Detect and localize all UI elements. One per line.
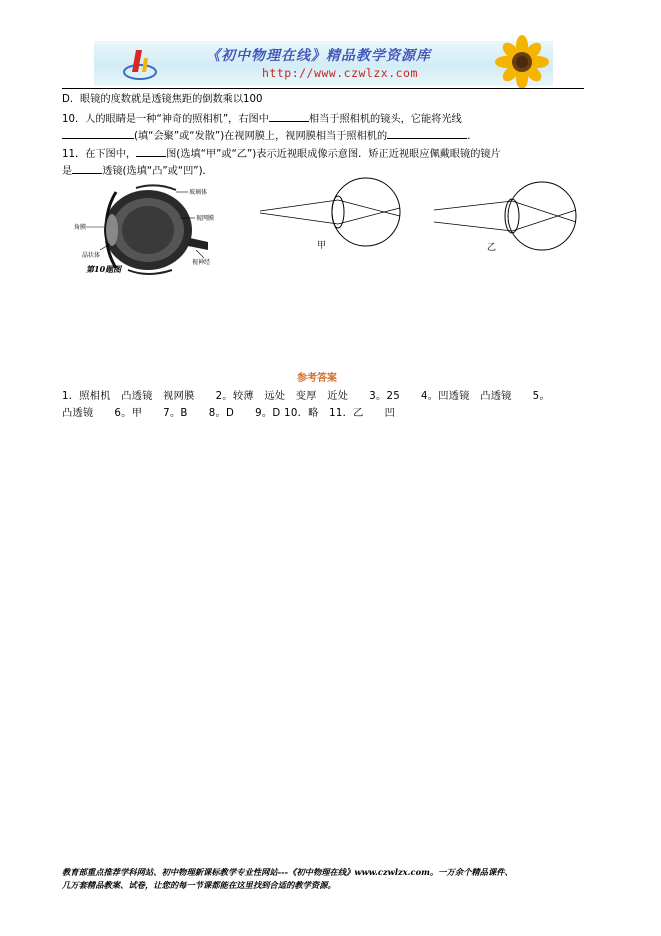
q10-text-3: (填“会聚”或“发散”)在视网膜上，视网膜相当于照相机的 [134, 131, 388, 142]
footer-line-2: 几万套精品教案、试卷，让您的每一节课都能在这里找到合适的教学资源。 [62, 880, 336, 890]
footer-line-1: 教育部重点推荐学科网站、初中物理新课标教学专业性网站---《初中物理在线》www.czwlzx.com。一万余个精品课件、 [62, 867, 513, 877]
label-optic-nerve: 视神经 [192, 259, 211, 266]
label-vitreous: 玻璃体 [189, 189, 208, 196]
header-banner [94, 41, 553, 86]
eye-anatomy-figure [74, 185, 214, 274]
answer-line-2: 凸透镜 6。甲 7。B 8。D 9。D 10．略 11．乙 凹 [62, 408, 396, 419]
question-10-line1 [62, 110, 462, 126]
label-lens: 晶状体 [82, 252, 101, 259]
diagram-yi [434, 182, 576, 253]
diagram-jia [260, 178, 400, 251]
q10-text-2: 相当于照相机的镜头，它能将光线 [308, 114, 462, 125]
q10-blank-2[interactable] [62, 127, 134, 139]
q11-text-3: 是 [62, 166, 73, 177]
q11-blank-1[interactable] [136, 145, 166, 157]
q10-blank-3[interactable] [387, 127, 467, 139]
optic-nerve-shape [188, 238, 208, 250]
q10-text-4: . [467, 131, 471, 142]
q11-blank-2[interactable] [72, 162, 102, 174]
question-11-line2 [62, 162, 213, 178]
q11-text-2: 图(选填“甲”或“乙”)表示近视眼成像示意图．矫正近视眼应佩戴眼镜的镜片 [166, 149, 501, 160]
q11-text-1: 11．在下图中， [62, 149, 137, 160]
figures-row [76, 178, 596, 278]
site-logo-icon [122, 46, 158, 82]
answer-line-1: 1．照相机 凸透镜 视网膜 2。较薄 远处 变厚 近处 3。25 4。凹透镜 凸透镜 5。 [62, 391, 550, 402]
question-10-line2 [62, 127, 470, 143]
q10-blank-1[interactable] [269, 110, 309, 122]
header-rule [62, 88, 584, 89]
banner-url[interactable]: http://www.czwlzx.com [262, 66, 418, 80]
banner-title: 《初中物理在线》精品教学资源库 [206, 48, 431, 64]
label-yi: 乙 [487, 243, 497, 253]
answer-title: 参考答案 [297, 373, 337, 384]
question-11-line1 [62, 145, 501, 161]
q10-text-1: 10．人的眼睛是一种“神奇的照相机”，右图中 [62, 114, 269, 125]
sunflower-icon [492, 38, 552, 90]
q11-text-4: 透镜(选填“凸”或“凹”)． [102, 166, 213, 177]
label-jia: 甲 [317, 241, 327, 251]
label-cornea: 角膜 [74, 224, 87, 231]
label-retina: 视网膜 [196, 215, 215, 222]
crystalline-lens-shape [106, 214, 118, 246]
question-d: D．眼镜的度数就是透镜焦距的倒数乘以100 [62, 94, 263, 105]
figure-caption: 第10题图 [86, 264, 122, 274]
